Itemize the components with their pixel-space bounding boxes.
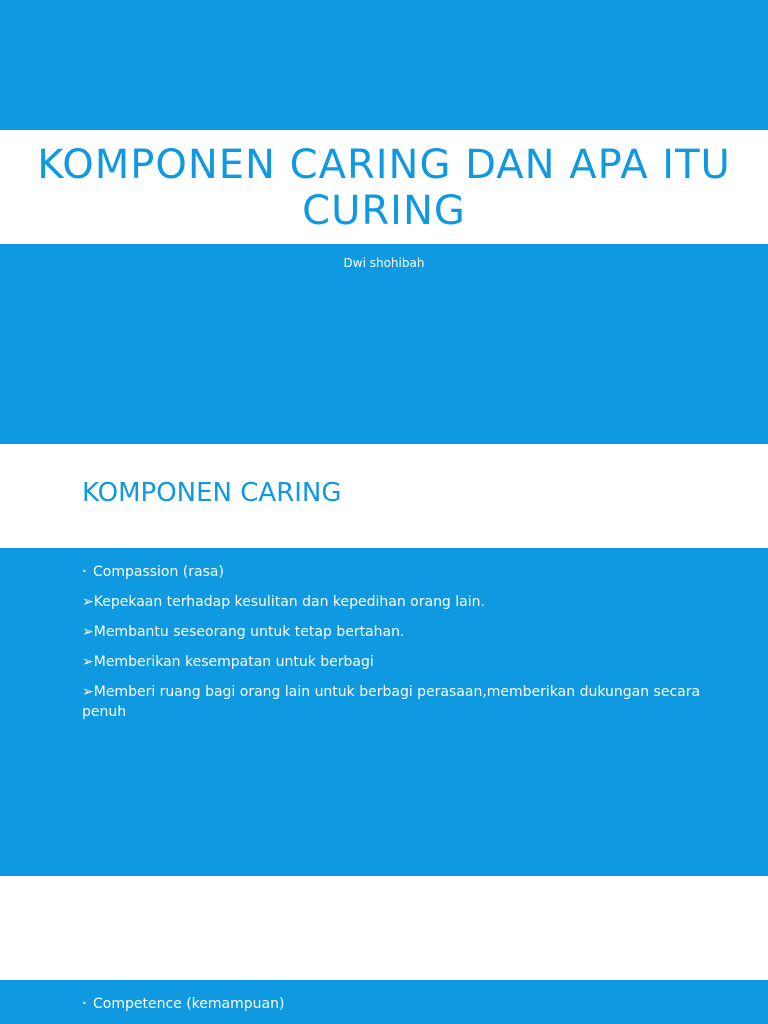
list-item: [82, 562, 702, 582]
list-item: [82, 994, 284, 1014]
slide1-subtitle-band: [0, 244, 768, 444]
bullet-dot-icon: •: [82, 567, 87, 576]
bullet-arrow-icon: ➢: [82, 654, 94, 670]
slide1-subtitle: Dwi shohibah: [343, 256, 425, 270]
slide1-title: KOMPONEN CARING DAN APA ITU CURING: [37, 142, 731, 234]
bullet-text: Competence (kemampuan): [93, 996, 285, 1012]
slide2-bullet-list: [82, 562, 702, 732]
bullet-arrow-icon: ➢: [82, 624, 94, 640]
list-item: [82, 652, 702, 672]
slide3-bullet-list: [82, 994, 284, 1014]
bullet-text: Memberikan kesempatan untuk berbagi: [93, 654, 374, 670]
bullet-text: Membantu seseorang untuk tetap bertahan.: [93, 624, 405, 640]
slide3-title-area: [0, 876, 768, 980]
bullet-text: Compassion (rasa): [93, 564, 224, 580]
list-item: [82, 682, 702, 722]
list-item: [82, 592, 702, 612]
slide2-title: KOMPONEN CARING: [82, 478, 342, 508]
bullet-arrow-icon: ➢: [82, 684, 94, 700]
bullet-text: Memberi ruang bagi orang lain untuk berbagi perasaan,memberikan dukungan secara penuh: [82, 684, 701, 720]
bullet-dot-icon: •: [82, 999, 87, 1008]
bullet-text: Kepekaan terhadap kesulitan dan kepedihan orang lain.: [93, 594, 485, 610]
bullet-arrow-icon: ➢: [82, 594, 94, 610]
list-item: [82, 622, 702, 642]
slide1-top-band: [0, 0, 768, 130]
